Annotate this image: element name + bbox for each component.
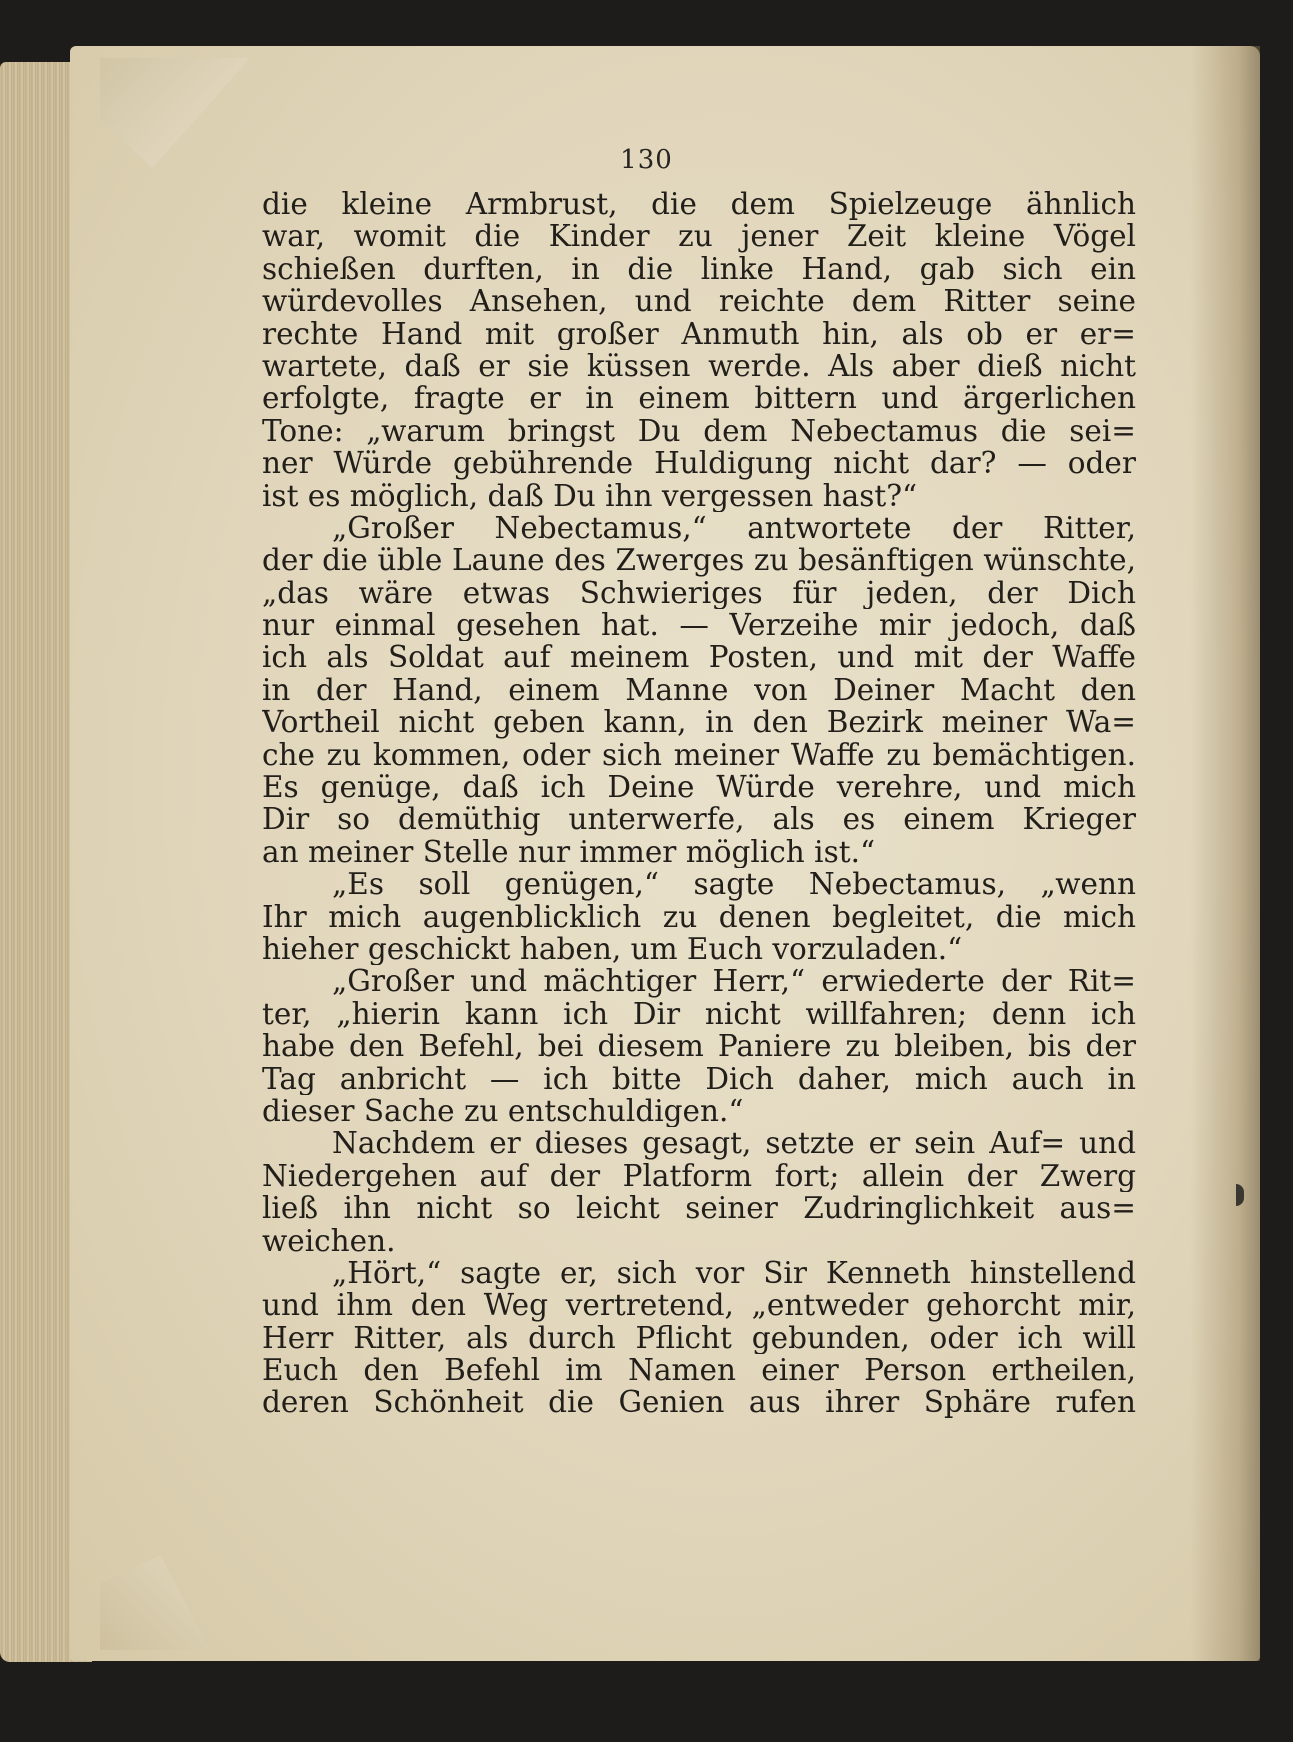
- page-number: 130: [620, 145, 673, 175]
- text-line: ter, „hierin kann ich Dir nicht willfahren; denn ich: [262, 997, 1136, 1031]
- text-line: Vortheil nicht geben kann, in den Bezirk meiner Wa=: [262, 706, 1136, 739]
- gutter-shadow: [1190, 46, 1260, 1661]
- text-line: ist es möglich, daß Du ihn vergessen hast?“: [262, 479, 918, 512]
- text-line: würdevolles Ansehen, und reichte dem Ritter seine: [262, 285, 1136, 318]
- text-line: in der Hand, einem Manne von Deiner Macht den: [262, 673, 1136, 707]
- text-line: weichen.: [262, 1224, 396, 1257]
- text-line: Niedergehen auf der Platform fort; allein der Zwerg: [262, 1159, 1136, 1193]
- text-line: Es genüge, daß ich Deine Würde verehre, und mich: [262, 771, 1136, 804]
- text-line: die kleine Armbrust, die dem Spielzeuge ähnlich: [262, 188, 1136, 221]
- body-text: [262, 188, 1136, 1419]
- text-line: „Großer und mächtiger Herr,“ erwiederte der Rit=: [332, 965, 1136, 998]
- text-line: Tag anbricht — ich bitte Dich daher, mich auch in: [262, 1062, 1136, 1095]
- text-line: Euch den Befehl im Namen einer Person ertheilen,: [262, 1354, 1136, 1387]
- text-line: deren Schönheit die Genien aus ihrer Sphäre rufen: [262, 1386, 1136, 1419]
- text-line: an meiner Stelle nur immer möglich ist.“: [262, 835, 876, 869]
- text-line: ner Würde gebührende Huldigung nicht dar? — oder: [262, 447, 1136, 480]
- text-line: und ihm den Weg vertretend, „entweder gehorcht mir,: [262, 1289, 1136, 1322]
- text-line: ich als Soldat auf meinem Posten, und mit der Waffe: [262, 641, 1136, 674]
- text-line: war, womit die Kinder zu jener Zeit kleine Vögel: [262, 220, 1136, 253]
- text-line: ließ ihn nicht so leicht seiner Zudringlichkeit aus=: [262, 1192, 1136, 1225]
- text-line: hieher geschickt haben, um Euch vorzuladen.“: [262, 932, 963, 966]
- text-line: schießen durften, in die linke Hand, gab sich ein: [262, 252, 1136, 286]
- text-line: Nachdem er dieses gesagt, setzte er sein Auf= und: [332, 1127, 1136, 1160]
- text-line: Dir so demüthig unterwerfe, als es einem Krieger: [262, 803, 1136, 836]
- text-line: „Es soll genügen,“ sagte Nebectamus, „wenn: [332, 868, 1136, 901]
- text-line: „Großer Nebectamus,“ antwortete der Ritter,: [332, 511, 1136, 545]
- text-line: Herr Ritter, als durch Pflicht gebunden, oder ich will: [262, 1321, 1136, 1355]
- text-line: dieser Sache zu entschuldigen.“: [262, 1094, 744, 1128]
- text-line: der die üble Laune des Zwerges zu besänftigen wünschte,: [262, 544, 1136, 577]
- text-line: nur einmal gesehen hat. — Verzeihe mir jedoch, daß: [262, 609, 1136, 642]
- text-line: erfolgte, fragte er in einem bittern und ärgerlichen: [262, 382, 1136, 415]
- text-line: „Hört,“ sagte er, sich vor Sir Kenneth hinstellend: [332, 1256, 1136, 1290]
- text-line: Tone: „warum bringst Du dem Nebectamus die sei=: [262, 414, 1136, 448]
- text-line: wartete, daß er sie küssen werde. Als aber dieß nicht: [262, 349, 1136, 383]
- text-line: rechte Hand mit großer Anmuth hin, als ob er er=: [262, 317, 1136, 350]
- text-line: habe den Befehl, bei diesem Paniere zu bleiben, bis der: [262, 1030, 1136, 1063]
- text-line: che zu kommen, oder sich meiner Waffe zu bemächtigen.: [262, 738, 1136, 772]
- text-line: Ihr mich augenblicklich zu denen begleitet, die mich: [262, 900, 1136, 933]
- text-line: „das wäre etwas Schwieriges für jeden, der Dich: [262, 576, 1136, 610]
